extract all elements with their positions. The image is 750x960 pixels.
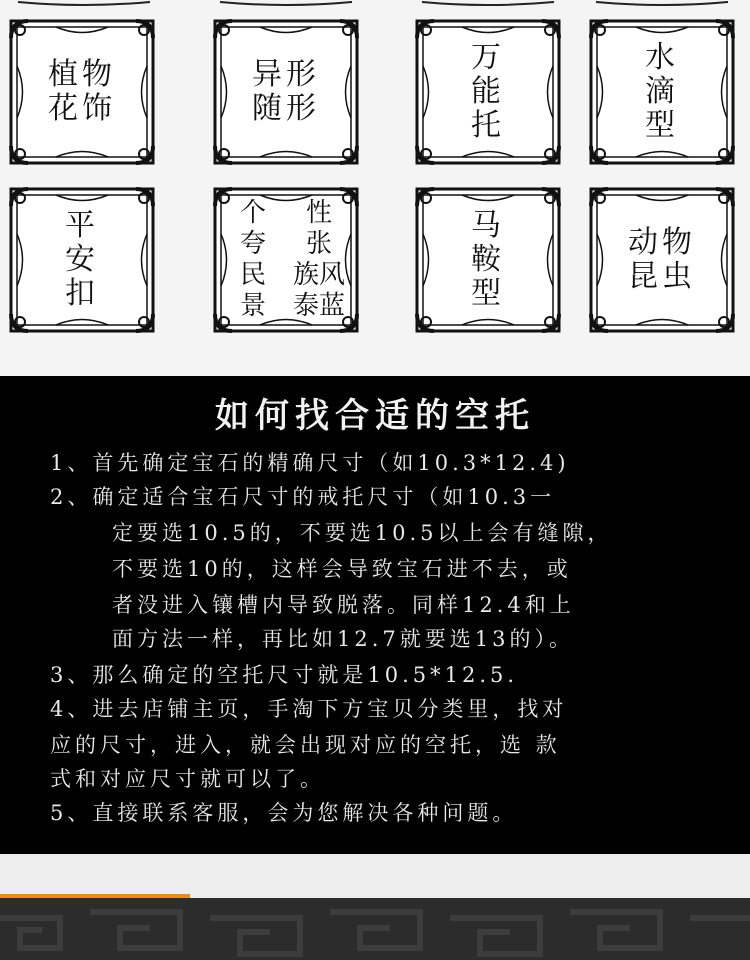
guide-line: 应的尺寸，进入，就会出现对应的空托，选 款: [50, 733, 561, 757]
frame-label: 异形 随形: [252, 57, 320, 126]
guide-line: 3、那么确定的空托尺寸就是10.5*12.5.: [50, 663, 519, 687]
guide-line: 2、确定适合宝石尺寸的戒托尺寸（如10.3一: [50, 485, 556, 509]
category-frame-irregular[interactable]: [210, 16, 362, 168]
frame-edge: [8, 0, 160, 6]
footer-banner: [0, 898, 750, 960]
guide-line: 5、直接联系客服，会为您解决各种问题。: [50, 801, 518, 825]
category-frame-plant-floral[interactable]: [6, 16, 158, 168]
frame-label: 万 能 托: [471, 40, 505, 143]
guide-title: 如何找合适的空托: [215, 396, 535, 436]
frame-label: 动物 昆虫: [628, 225, 696, 294]
category-frame-universal[interactable]: [412, 16, 564, 168]
guide-line: 式和对应尺寸就可以了。: [50, 767, 325, 791]
frame-edge: [412, 0, 564, 6]
guide-line: 者没进入镶槽内导致脱落。同样12.4和上: [112, 593, 575, 617]
guide-line: 不要选10的，这样会导致宝石进不去，或: [112, 557, 572, 581]
frame-label: 水 滴 型: [645, 40, 679, 143]
sizing-guide: [0, 376, 750, 854]
category-frame-peace-buckle[interactable]: [6, 184, 158, 336]
category-frame-animal-insect[interactable]: [586, 184, 738, 336]
guide-line: 4、进去店铺主页，手淘下方宝贝分类里，找对: [50, 697, 568, 721]
frame-label: 平 安 扣: [65, 208, 99, 311]
frame-label: 植物 花饰: [48, 57, 116, 126]
category-frame-saddle[interactable]: [412, 184, 564, 336]
divider-strip: [0, 854, 750, 898]
frame-edge: [586, 0, 738, 6]
frame-label: 马 鞍 型: [471, 208, 505, 311]
guide-line: 定要选10.5的，不要选10.5以上会有缝隙，: [112, 521, 613, 545]
guide-line: 面方法一样，再比如12.7就要选13的）。: [112, 627, 574, 651]
frame-label: 个 性 夸 张 民 族风 景 泰蓝: [239, 198, 345, 321]
frame-edge: [210, 0, 362, 6]
category-frame-ethnic[interactable]: [210, 184, 362, 336]
frame-gallery: [0, 0, 750, 376]
fret-pattern-icon: [0, 898, 750, 960]
category-frame-waterdrop[interactable]: [586, 16, 738, 168]
guide-line: 1、首先确定宝石的精确尺寸（如10.3*12.4): [50, 451, 570, 475]
